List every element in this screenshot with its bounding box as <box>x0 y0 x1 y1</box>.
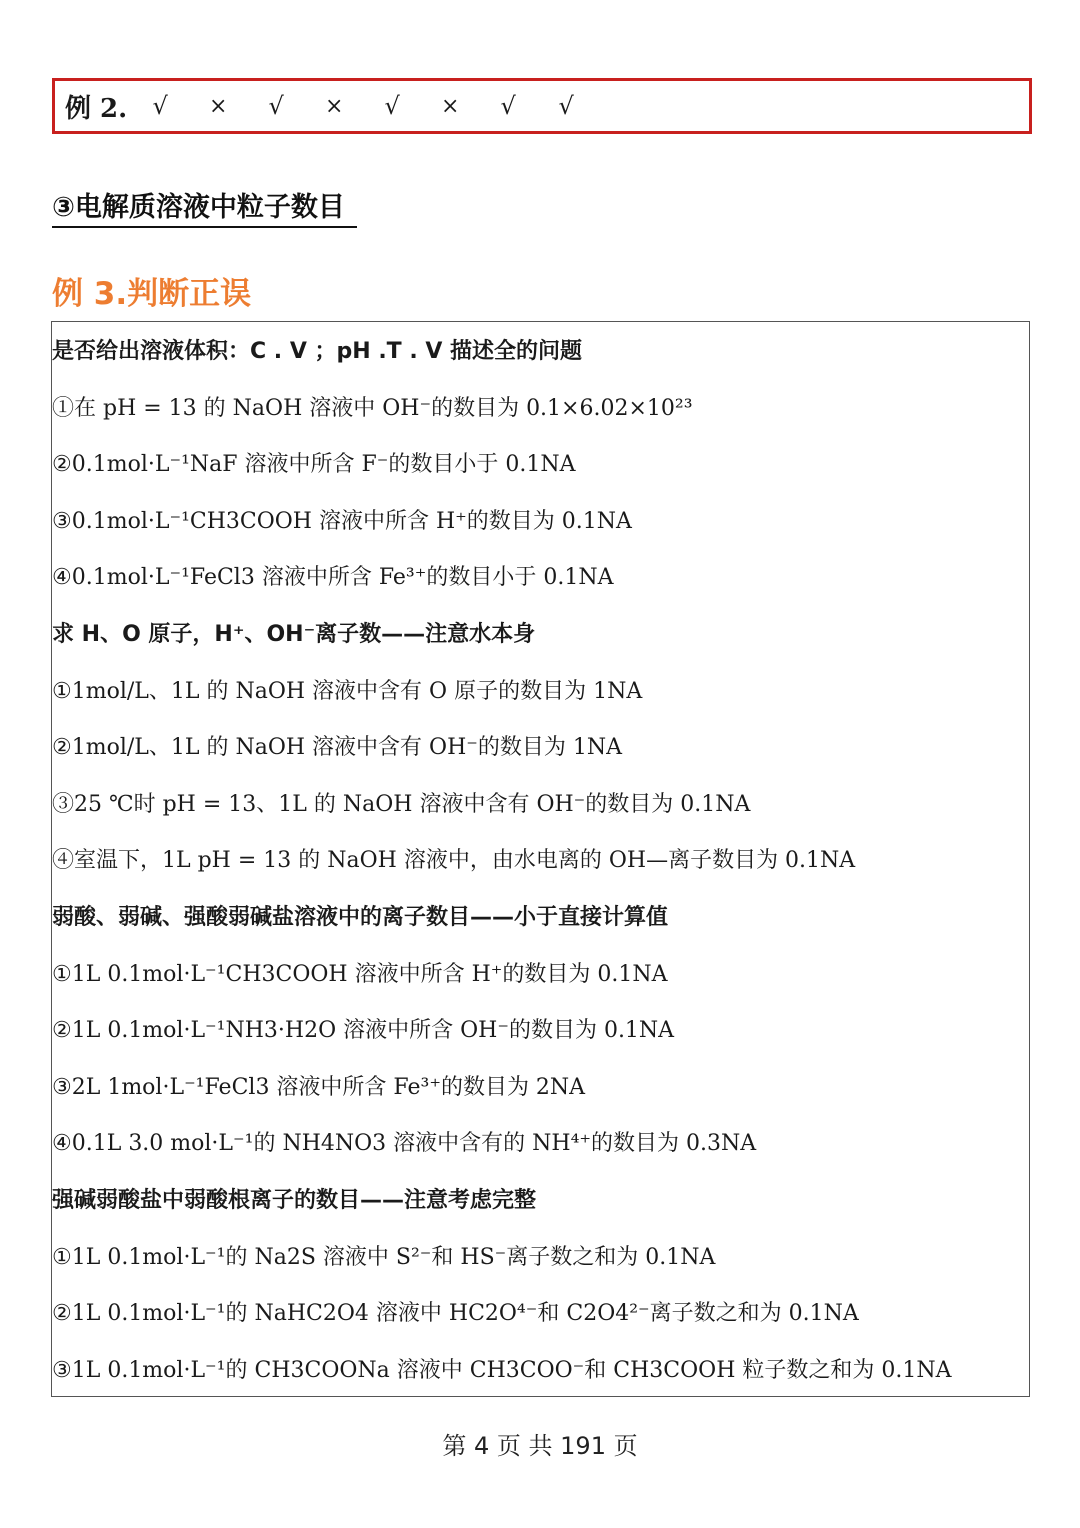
answer-mark: √ <box>152 92 168 120</box>
item-line: ③2L 1mol·L⁻¹FeCl3 溶液中所含 Fe³⁺的数目为 2NA <box>52 1075 586 1100</box>
section-title: ③电解质溶液中粒子数目 <box>52 190 357 228</box>
item-line: ④室温下，1L pH = 13 的 NaOH 溶液中，由水电离的 OH—离子数目为 0.1NA <box>52 848 856 873</box>
item-line: ①1L 0.1mol·L⁻¹CH3COOH 溶液中所含 H⁺的数目为 0.1NA <box>52 962 668 987</box>
item-line: ①1mol/L、1L 的 NaOH 溶液中含有 O 原子的数目为 1NA <box>52 679 643 704</box>
answer-box <box>52 78 1032 134</box>
item-line: ④0.1mol·L⁻¹FeCl3 溶液中所含 Fe³⁺的数目小于 0.1NA <box>52 565 614 590</box>
item-line: ③25 ℃时 pH = 13、1L 的 NaOH 溶液中含有 OH⁻的数目为 0.1NA <box>52 792 751 817</box>
example-title: 例 3.判断正误 <box>52 276 252 312</box>
item-line: ③1L 0.1mol·L⁻¹的 CH3COONa 溶液中 CH3COO⁻和 CH3COOH 粒子数之和为 0.1NA <box>52 1358 952 1383</box>
heading-line: 弱酸、弱碱、强酸弱碱盐溶液中的离子数目——小于直接计算值 <box>52 905 669 930</box>
answer-mark: × <box>208 93 228 119</box>
item-line: ①在 pH = 13 的 NaOH 溶液中 OH⁻的数目为 0.1×6.02×10²³ <box>52 396 693 421</box>
item-line: ①1L 0.1mol·L⁻¹的 Na2S 溶液中 S²⁻和 HS⁻离子数之和为 0.1NA <box>52 1245 716 1270</box>
answer-mark: √ <box>268 92 284 120</box>
item-line: ②1mol/L、1L 的 NaOH 溶液中含有 OH⁻的数目为 1NA <box>52 735 623 760</box>
answer-mark: × <box>324 93 344 119</box>
heading-line: 求 H、O 原子，H⁺、OH⁻离子数——注意水本身 <box>52 622 536 647</box>
content-box <box>51 321 1030 1397</box>
item-line: ②1L 0.1mol·L⁻¹NH3·H2O 溶液中所含 OH⁻的数目为 0.1NA <box>52 1018 675 1043</box>
item-line: ④0.1L 3.0 mol·L⁻¹的 NH4NO3 溶液中含有的 NH⁴⁺的数目为 0.3NA <box>52 1131 757 1156</box>
item-line: ②0.1mol·L⁻¹NaF 溶液中所含 F⁻的数目小于 0.1NA <box>52 452 576 477</box>
answer-mark: √ <box>558 92 574 120</box>
answer-lead: 例 2. <box>65 93 128 124</box>
answer-mark: √ <box>500 92 516 120</box>
item-line: ③0.1mol·L⁻¹CH3COOH 溶液中所含 H⁺的数目为 0.1NA <box>52 509 632 534</box>
heading-line: 强碱弱酸盐中弱酸根离子的数目——注意考虑完整 <box>52 1188 537 1213</box>
item-line: ②1L 0.1mol·L⁻¹的 NaHC2O4 溶液中 HC2O⁴⁻和 C2O4²⁻离子数之和为 0.1NA <box>52 1301 859 1326</box>
answer-mark: √ <box>384 92 400 120</box>
answer-mark: × <box>440 93 460 119</box>
page-footer: 第 4 页 共 191 页 <box>442 1432 638 1460</box>
heading-line: 是否给出溶液体积：C . V ；pH .T . V 描述全的问题 <box>52 339 583 364</box>
